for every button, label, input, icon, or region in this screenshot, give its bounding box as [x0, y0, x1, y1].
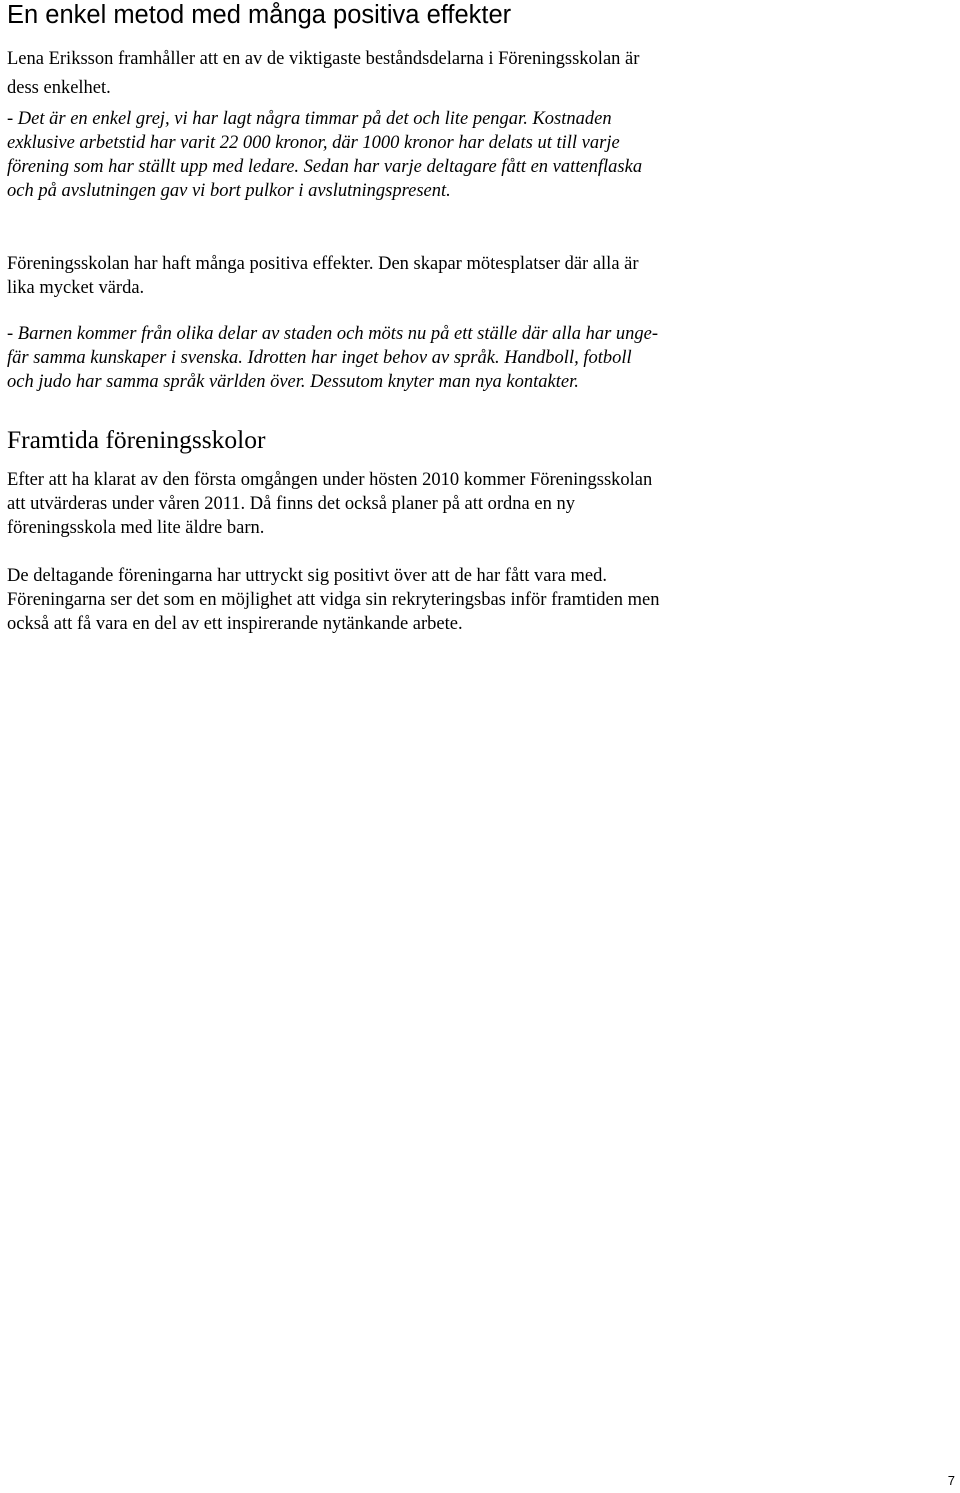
text-line: Efter att ha klarat av den första omgången under hösten 2010 kommer Föreningsskolan: [7, 470, 653, 490]
text-line: och judo har samma språk världen över. Dessutom knyter man nya kontakter.: [7, 372, 579, 392]
section-heading-framtida: Framtida föreningsskolor: [7, 425, 266, 454]
body-paragraph: [7, 252, 639, 300]
text-line: Föreningarna ser det som en möjlighet att vidga sin rekryteringsbas inför framtiden men: [7, 590, 660, 610]
text-line: fär samma kunskaper i svenska. Idrotten har inget behov av språk. Handboll, fotboll: [7, 348, 632, 368]
text-line: exklusive arbetstid har varit 22 000 kronor, där 1000 kronor har delats ut till varje: [7, 133, 620, 153]
text-line: förening som har ställt upp med ledare. Sedan har varje deltagare fått en vattenflaska: [7, 157, 643, 177]
page-number: 7: [947, 1473, 955, 1488]
section-heading-enkel-metod: En enkel metod med många positiva effekter: [7, 1, 512, 29]
text-line: också att få vara en del av ett inspirerande nytänkande arbete.: [7, 614, 463, 634]
text-line: lika mycket värda.: [7, 278, 145, 298]
text-line: Lena Eriksson framhåller att en av de viktigaste beståndsdelarna i Föreningsskolan är: [7, 49, 640, 69]
text-line: Föreningsskolan har haft många positiva effekter. Den skapar mötesplatser där alla är: [7, 254, 639, 274]
text-line: att utvärderas under våren 2011. Då finns det också planer på att ordna en ny: [7, 494, 575, 514]
body-paragraph: [7, 564, 659, 636]
text-line: och på avslutningen gav vi bort pulkor i avslutningspresent.: [7, 181, 451, 201]
quote-paragraph: [7, 107, 642, 203]
quote-paragraph: [7, 322, 658, 394]
text-line: dess enkelhet.: [7, 78, 111, 98]
text-line: De deltagande föreningarna har uttryckt sig positivt över att de har fått vara med.: [7, 566, 607, 586]
body-paragraph: [7, 468, 652, 540]
text-line: - Barnen kommer från olika delar av staden och möts nu på ett ställe där alla har unge-: [7, 324, 659, 344]
text-line: - Det är en enkel grej, vi har lagt några timmar på det och lite pengar. Kostnaden: [7, 109, 612, 129]
intro-paragraph: [7, 47, 639, 100]
text-line: föreningsskola med lite äldre barn.: [7, 518, 265, 538]
